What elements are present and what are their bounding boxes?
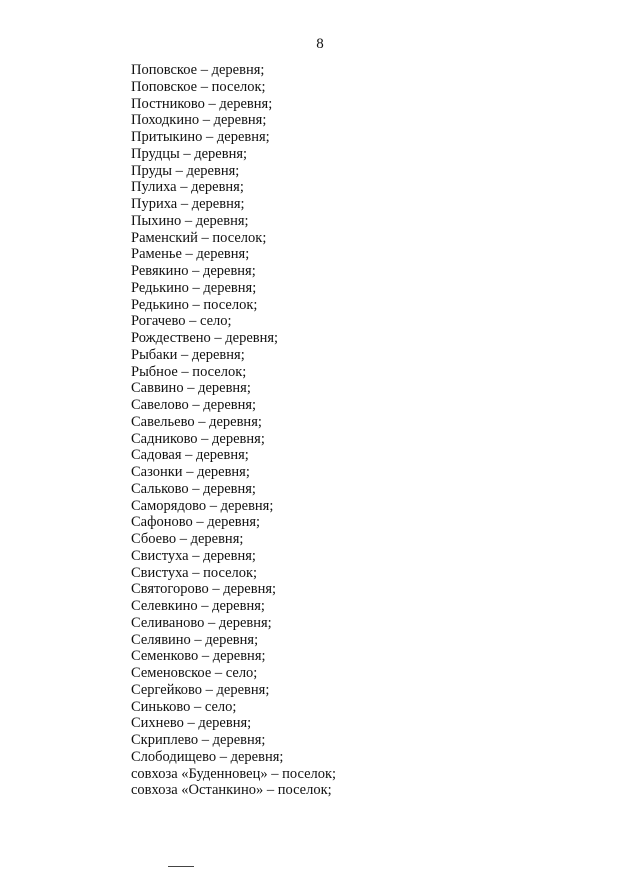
list-item: Рождествено – деревня; (131, 330, 279, 346)
list-item: Рыбное – поселок; (131, 363, 247, 380)
list-item: Святогорово – деревня; (131, 581, 277, 598)
list-item: совхоза «Буденновец» – поселок; (131, 765, 337, 782)
list-item: Селиваново – деревня; (131, 614, 272, 631)
list-item: Сафоново – деревня; (131, 514, 261, 531)
list-item: Свистуха – деревня; (131, 547, 256, 564)
list-item: Пыхино – деревня; (131, 212, 249, 229)
list-item: Ревякино – деревня; (131, 263, 256, 279)
list-item: Саввино – деревня; (131, 380, 251, 397)
list-item: Садовая – деревня; (131, 447, 249, 464)
list-item: Савельево – деревня; (131, 413, 262, 430)
list-item: Походкино – деревня; (131, 112, 267, 129)
list-item: Притыкино – деревня; (131, 129, 270, 145)
list-item: Слободищево – деревня; (131, 748, 284, 765)
list-item: Семенково – деревня; (131, 648, 266, 665)
settlement-list (131, 62, 336, 799)
list-item: Рыбаки – деревня; (131, 346, 245, 363)
list-item: Пуриха – деревня; (131, 196, 245, 212)
list-item: Сазонки – деревня; (131, 464, 250, 480)
list-item: Пулиха – деревня; (131, 179, 244, 196)
list-item: Семеновское – село; (131, 665, 258, 681)
list-item: Редькино – деревня; (131, 279, 257, 296)
list-item: Раменский – поселок; (131, 229, 267, 246)
list-item: Свистуха – поселок; (131, 564, 258, 581)
list-item: Прудцы – деревня; (131, 145, 248, 162)
list-item: Редькино – поселок; (131, 296, 258, 313)
list-item: Сбоево – деревня; (131, 531, 244, 547)
list-item: Поповское – деревня; (131, 62, 265, 78)
list-item: совхоза «Останкино» – поселок; (131, 782, 332, 799)
list-item: Синьково – село; (131, 698, 237, 715)
list-item: Сергейково – деревня; (131, 681, 270, 698)
list-item: Рогачево – село; (131, 313, 232, 330)
list-item: Пруды – деревня; (131, 162, 240, 179)
list-item: Постниково – деревня; (131, 95, 273, 112)
page-number: 8 (316, 36, 324, 52)
footer-rule (168, 866, 194, 867)
list-item: Скриплево – деревня; (131, 732, 266, 748)
list-item: Поповское – поселок; (131, 78, 266, 95)
list-item: Савелово – деревня; (131, 397, 257, 413)
list-item: Сальково – деревня; (131, 480, 256, 497)
list-item: Сихнево – деревня; (131, 715, 252, 732)
list-item: Саморядово – деревня; (131, 497, 274, 514)
list-item: Селявино – деревня; (131, 631, 259, 648)
list-item: Селевкино – деревня; (131, 598, 265, 614)
list-item: Раменье – деревня; (131, 246, 250, 263)
list-item: Садниково – деревня; (131, 430, 265, 447)
